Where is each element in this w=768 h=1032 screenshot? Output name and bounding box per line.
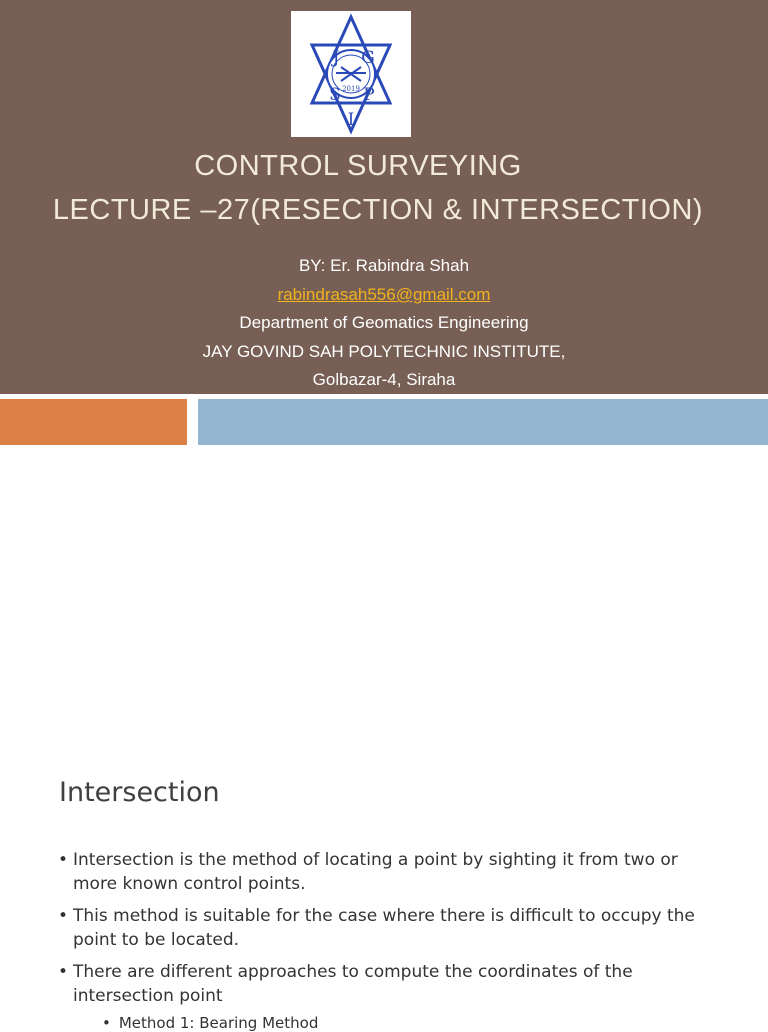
sub-list-item: • Method 1: Bearing Method: [102, 1014, 319, 1032]
title-slide: [0, 0, 768, 394]
sub-bullet-icon: •: [102, 1014, 111, 1032]
bullet-icon: •: [58, 906, 69, 926]
accent-bar-orange: [0, 399, 187, 445]
institute-logo: [291, 11, 411, 137]
accent-bar-blue: [198, 399, 768, 445]
list-item: • There are different approaches to compute the coordinates of the intersection point: [58, 962, 633, 1006]
lecture-title-line2: LECTURE –27(RESECTION & INTERSECTION): [52, 194, 704, 226]
list-item: • Intersection is the method of locating a point by sighting it from two or more known control points.: [58, 850, 678, 894]
institute-name: JAY GOVIND SAH POLYTECHNIC INSTITUTE,: [202, 342, 566, 361]
department-name: Department of Geomatics Engineering: [239, 313, 529, 332]
star-emblem-icon: [291, 11, 411, 137]
svg-text:J: J: [332, 48, 340, 68]
slide-heading: Intersection: [59, 777, 220, 808]
svg-text:2019: 2019: [342, 85, 360, 93]
email-line: [0, 285, 768, 305]
institute-address: Golbazar-4, Siraha: [312, 370, 456, 389]
svg-text:G: G: [361, 48, 375, 68]
svg-text:I: I: [347, 110, 355, 130]
lecture-title-line1: CONTROL SURVEYING: [194, 150, 522, 182]
bullet-icon: •: [58, 850, 69, 870]
bullet-icon: •: [58, 962, 69, 982]
intersection-slide: [0, 446, 768, 1032]
bullet-list: [58, 848, 718, 1016]
email-link[interactable]: rabindrasah556@gmail.com: [277, 285, 491, 304]
author-name: BY: Er. Rabindra Shah: [298, 256, 470, 275]
list-item: • This method is suitable for the case where there is difficult to occupy the point to be located.: [58, 906, 695, 950]
svg-text:P: P: [363, 85, 375, 105]
svg-text:S: S: [329, 85, 341, 105]
